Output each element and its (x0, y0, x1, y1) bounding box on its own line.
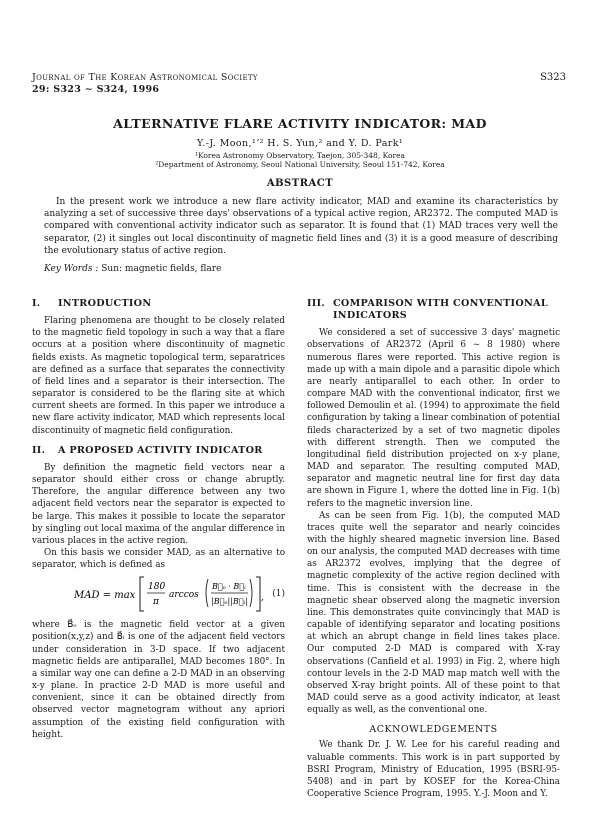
equation-constant: 180 (148, 582, 166, 593)
paragraph: As can be seen from Fig. 1(b), the computed MAD traces quite well the separator and nearly coincides with the highly sheared magnetic inversion line. Based on our analysis, the computed MAD decreases with time as AR2372 evolves, implying that the degree of magnetic complexity of the active region declined with time. This is consistent with the decrease in the magnetic shear observed along the magnetic inversion line. This demonstrates quite convincingly that MAD is capable of identifying separator and locating positions at which an abrupt change in field lines takes place. Our computed 2-D MAD is compared with X-ray observations (Canfield et al. 1993) in Fig. 2, where high contour levels in the 2-D MAD map match well with the observed X-ray bright points. All of these point to that MAD could serve as a good activity indicator, at least equally as well, as the conventional one. (307, 510, 560, 716)
equation-numerator: B⃗ₒ · B⃗ᵢ (212, 582, 246, 592)
paragraph: where B⃗ₒ is the magnetic field vector at a given position(x,y,z) and B⃗ᵢ is one of the adjacent field vectors under consideration in 3-D space. If two adjacent magnetic fields are antiparallel, MAD becomes 180°. In a similar way one can define a 2-D MAD in an observing x-y plane. In practice 2-D MAD is more useful and convenient, since it can be obtained directly from observed vector magnetogram without any apriori assumption of the existing field configuration with height. (32, 620, 285, 740)
section-number: III. (307, 298, 326, 309)
paragraph: We considered a set of successive 3 days' magnetic observations of AR2372 (April 6 ∼ 8 1980) where numerous flares were reported. This active region is made up with a main dipole and a parasitic dipole which are nearly antiparallel to each other. In order to compare MAD with the conventional indicator, first we followed Demoulin et al. (1994) to approximate the field configuration by taking a linear combination of potential fileds characterized by a set of two magnetic dipoles with different strength. Then we computed the longitudinal field distribution projected on x-y plane, MAD and separator. The resulting computed MAD, separator and magnetic neutral line for first day data are shown in Figure 1, where the dotted line in Fig. 1(b) refers to the magnetic inversion line. (307, 328, 560, 509)
equation-1 (32, 573, 285, 615)
affiliation-2: ²Department of Astronomy, Seoul National University, Seoul 151-742, Korea (155, 160, 445, 169)
section-title: COMPARISON WITH CONVENTIONAL INDICATORS (333, 298, 548, 322)
section-number: I. (32, 298, 41, 309)
equation-function: arccos (169, 590, 199, 601)
equation-graphic (74, 573, 264, 615)
abstract-heading: ABSTRACT (266, 178, 334, 189)
equation-tail: , (261, 593, 264, 604)
section-heading-proposed-indicator (32, 445, 285, 457)
abstract-text: In the present work we introduce a new flare activity indicator, MAD and examine its characteristics by analyzing a set of successive three days' observations of a typical active region, AR2372. The computed MAD is compared with conventional activity indicator such as separator. It is found that (1) MAD traces very well the separator, (2) it singles out local discontinuity of magnetic field lines and (3) it is a good measure of describing the evolutionary status of active region. (44, 197, 558, 256)
equation-lhs: MAD = max (74, 590, 136, 602)
keywords-text: Sun: magnetic fields, flare (101, 264, 222, 274)
left-column (32, 298, 285, 741)
running-header (32, 72, 258, 96)
affiliation-1: ¹Korea Astronomy Observatory, Taejon, 305-348, Korea (194, 151, 406, 160)
paper-title: ALTERNATIVE FLARE ACTIVITY INDICATOR: MAD (113, 116, 487, 131)
section-title: INTRODUCTION (58, 298, 152, 309)
paragraph: On this basis we consider MAD, as an alternative to separator, which is defined as (32, 547, 285, 571)
page-number: S323 (540, 72, 566, 83)
section-number: II. (32, 444, 46, 456)
paragraph: Flaring phenomena are thought to be closely related to the magnetic field topology in such a way that a flare occurs at a position where discontinuity of magnetic fields exists. As magnetic topological term, separatrices are defined as a surface that separates the connectivity of field lines and a separator is their intersection. The separator is considered to be the flaring site at which current sheets are formed. In this paper we introduce a new flare activity indicator, MAD which represents local discontinuity of magnetic field configuration. (32, 316, 285, 436)
equation-denominator: |B⃗ₒ||B⃗ᵢ| (211, 597, 248, 607)
right-column (307, 298, 560, 800)
volume-info: 29: S323 ∼ S324, 1996 (32, 84, 160, 95)
equation-number: (1) (272, 589, 285, 600)
acknowledgements-heading: ACKNOWLEDGEMENTS (369, 724, 498, 736)
section-heading-comparison (307, 298, 560, 322)
section-heading-introduction (32, 298, 285, 310)
section-title: A PROPOSED ACTIVITY INDICATOR (58, 444, 263, 456)
keywords-label: Key Words : (44, 264, 99, 274)
equation-pi: π (153, 597, 159, 608)
keywords (44, 264, 221, 274)
acknowledgements-text: We thank Dr. J. W. Lee for his careful reading and valuable comments. This work is in part supported by BSRI Program, Ministry of Education, 1995 (BSRI-95-5408) and in part by KOSEF for the Korea-China Cooperative Science Program, 1995. Y.-J. Moon and Y. (307, 740, 560, 800)
paragraph: By definition the magnetic field vectors near a separator should either cross or change abruptly. Therefore, the angular difference between any two adjacent field vectors near the separator is expected to be large. This makes it possible to locate the separator by singling out local maxima of the angular difference in various places in the active region. (32, 462, 285, 546)
journal-name: Journal of The Korean Astronomical Society (32, 72, 258, 83)
author-list: Y.-J. Moon,¹ʼ² H. S. Yun,² and Y. D. Park¹ (196, 138, 404, 149)
